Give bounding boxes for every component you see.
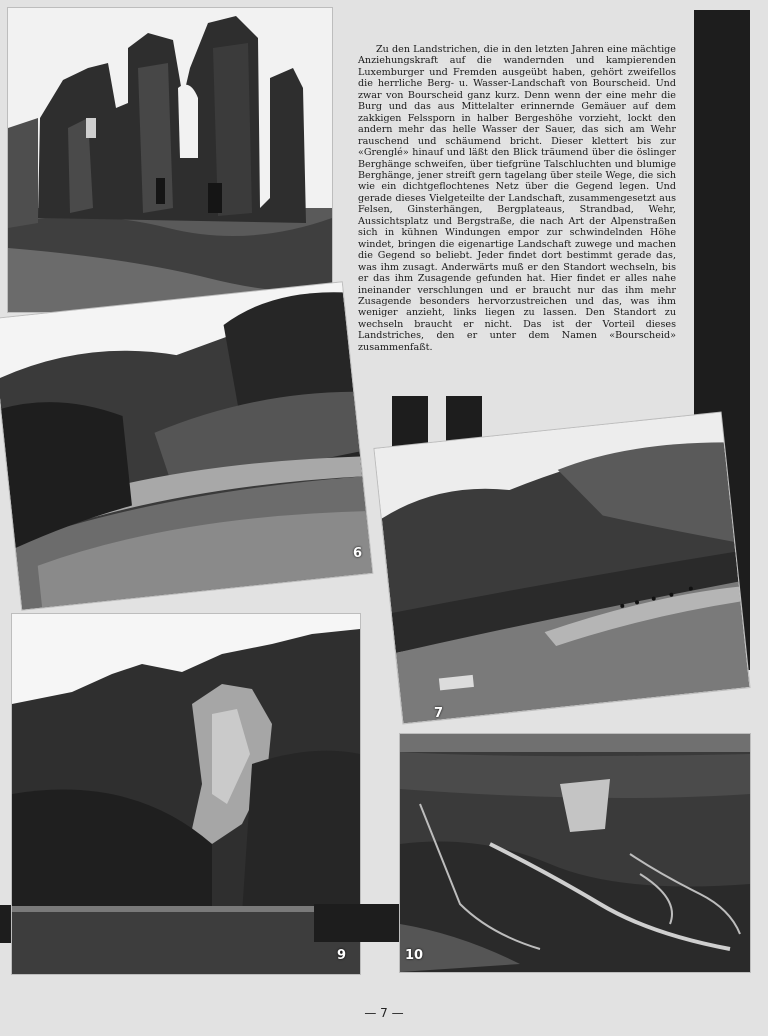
photo-aerial-valley	[400, 734, 750, 972]
photo-number-9: 9	[337, 948, 347, 963]
article-body: Zu den Landstrichen, die in den letzten Jahren eine mächtige Anziehungskraft auf die wandernden und kampierenden Luxemburger und Fremden ausgeübt haben, gehört zweifellos die herrliche Berg- u. Wasser-Landschaft von Bourscheid. Und zwar von Bourscheid ganz kurz. Denn wenn der eine mehr die Burg und das aus Mittelalter erinnernde Gemäuer auf dem zakkigen Felssporn in halber Bergeshöhe vorzieht, lockt den andern mehr das helle Wasser der Sauer, das sich am Wehr rauschend und schäumend bricht. Dieser klettert bis zur «Grenglé» hinauf und läßt den Blick träumend über die öslinger Berghänge schweifen, über tiefgrüne Talschluchten und blumige Berghänge, jener streift gern tagelang über steile Wege, die sich wie ein dichtgeflochtenes Netz über die Gegend legen. Und gerade dieses Vielgeteilte der Landschaft, zusammengesetzt aus Felsen, Ginsterhängen, Bergplateaus, Strandbad, Wehr, Aussichtsplatz und Bergstraße, die nach Art der Alpenstraßen sich in kühnen Windungen empor zur schwindelnden Höhe windet, bringen die eigenartige Landschaft zuwege und machen die Gegend so beliebt. Jeder findet dort bestimmt gerade das, was ihm zusagt. Anderwärts muß er den Standort wechseln, bis er das ihm Zusagende gefunden hat. Hier findet er alles nahe ineinander verschlungen und er braucht nur das ihm mehr Zusagende besonders hervorzustreichen und das, was ihm weniger anzieht, links liegen zu lassen. Den Standort zu wechseln braucht er nicht. Das ist der Vorteil dieses Landstriches, den er unter dem Namen «Bourscheid» zusammenfaßt.	[358, 44, 676, 353]
page-number: — 7 —	[364, 1006, 404, 1020]
photo-number-7: 7	[434, 706, 444, 721]
photo-river-bathers	[375, 413, 750, 724]
photo-number-6: 6	[353, 546, 363, 561]
photo-forest-cliff	[12, 614, 360, 974]
photo-mountain-road	[0, 282, 372, 609]
photo-number-10: 10	[405, 948, 424, 963]
photo-castle-ruins	[8, 8, 332, 312]
